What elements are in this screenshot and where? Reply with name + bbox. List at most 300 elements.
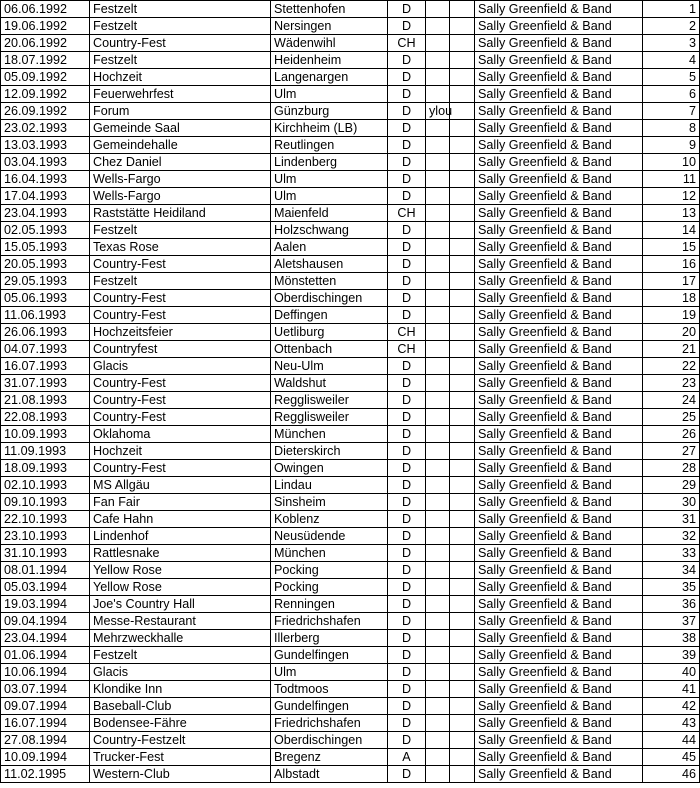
date-cell: 10.06.1994 <box>1 664 90 681</box>
note-cell <box>426 715 450 732</box>
number-cell: 16 <box>643 256 700 273</box>
note-cell <box>426 1 450 18</box>
band-cell: Sally Greenfield & Band <box>475 681 643 698</box>
country-cell: D <box>388 664 426 681</box>
country-cell: CH <box>388 35 426 52</box>
venue-cell: Countryfest <box>90 341 271 358</box>
date-cell: 22.08.1993 <box>1 409 90 426</box>
band-cell: Sally Greenfield & Band <box>475 86 643 103</box>
table-row <box>1 426 700 443</box>
date-cell: 06.06.1992 <box>1 1 90 18</box>
venue-cell: Country-Fest <box>90 290 271 307</box>
city-cell: Pocking <box>271 579 388 596</box>
table-row <box>1 698 700 715</box>
venue-cell: Messe-Restaurant <box>90 613 271 630</box>
venue-cell: Yellow Rose <box>90 562 271 579</box>
note-cell <box>426 443 450 460</box>
note-cell <box>426 137 450 154</box>
number-cell: 4 <box>643 52 700 69</box>
venue-cell: Country-Fest <box>90 409 271 426</box>
country-cell: D <box>388 596 426 613</box>
note-cell <box>426 324 450 341</box>
band-cell: Sally Greenfield & Band <box>475 409 643 426</box>
city-cell: Bregenz <box>271 749 388 766</box>
table-row <box>1 52 700 69</box>
date-cell: 31.07.1993 <box>1 375 90 392</box>
venue-cell: Cafe Hahn <box>90 511 271 528</box>
band-cell: Sally Greenfield & Band <box>475 528 643 545</box>
band-cell: Sally Greenfield & Band <box>475 511 643 528</box>
venue-cell: Oklahoma <box>90 426 271 443</box>
band-cell: Sally Greenfield & Band <box>475 579 643 596</box>
band-cell: Sally Greenfield & Band <box>475 766 643 783</box>
date-cell: 23.10.1993 <box>1 528 90 545</box>
table-row <box>1 409 700 426</box>
city-cell: Ottenbach <box>271 341 388 358</box>
band-cell: Sally Greenfield & Band <box>475 630 643 647</box>
venue-cell: Hochzeit <box>90 69 271 86</box>
number-cell: 13 <box>643 205 700 222</box>
note-cell <box>426 375 450 392</box>
city-cell: Stettenhofen <box>271 1 388 18</box>
venue-cell: Texas Rose <box>90 239 271 256</box>
date-cell: 18.09.1993 <box>1 460 90 477</box>
table-row <box>1 239 700 256</box>
number-cell: 45 <box>643 749 700 766</box>
note-cell <box>426 120 450 137</box>
city-cell: Gundelfingen <box>271 698 388 715</box>
city-cell: Nersingen <box>271 18 388 35</box>
date-cell: 03.04.1993 <box>1 154 90 171</box>
empty-cell <box>450 1 475 18</box>
city-cell: Regglisweiler <box>271 392 388 409</box>
date-cell: 26.06.1993 <box>1 324 90 341</box>
venue-cell: Baseball-Club <box>90 698 271 715</box>
band-cell: Sally Greenfield & Band <box>475 18 643 35</box>
table-row <box>1 375 700 392</box>
band-cell: Sally Greenfield & Band <box>475 443 643 460</box>
country-cell: D <box>388 188 426 205</box>
note-cell <box>426 307 450 324</box>
country-cell: D <box>388 647 426 664</box>
empty-cell <box>450 528 475 545</box>
table-row <box>1 18 700 35</box>
table-row <box>1 460 700 477</box>
band-cell: Sally Greenfield & Band <box>475 52 643 69</box>
empty-cell <box>450 52 475 69</box>
country-cell: D <box>388 52 426 69</box>
table-row <box>1 664 700 681</box>
table-row <box>1 579 700 596</box>
band-cell: Sally Greenfield & Band <box>475 562 643 579</box>
empty-cell <box>450 222 475 239</box>
table-row <box>1 494 700 511</box>
city-cell: Renningen <box>271 596 388 613</box>
venue-cell: Country-Fest <box>90 307 271 324</box>
empty-cell <box>450 630 475 647</box>
number-cell: 36 <box>643 596 700 613</box>
table-row <box>1 749 700 766</box>
country-cell: D <box>388 171 426 188</box>
date-cell: 16.04.1993 <box>1 171 90 188</box>
note-cell <box>426 562 450 579</box>
table-row <box>1 120 700 137</box>
note-cell <box>426 630 450 647</box>
table-row <box>1 69 700 86</box>
venue-cell: Forum <box>90 103 271 120</box>
city-cell: München <box>271 426 388 443</box>
empty-cell <box>450 205 475 222</box>
city-cell: Oberdischingen <box>271 290 388 307</box>
band-cell: Sally Greenfield & Band <box>475 222 643 239</box>
country-cell: D <box>388 477 426 494</box>
band-cell: Sally Greenfield & Band <box>475 664 643 681</box>
table-row <box>1 528 700 545</box>
date-cell: 18.07.1992 <box>1 52 90 69</box>
city-cell: Kirchheim (LB) <box>271 120 388 137</box>
note-cell <box>426 52 450 69</box>
country-cell: D <box>388 256 426 273</box>
table-row <box>1 630 700 647</box>
note-cell <box>426 732 450 749</box>
number-cell: 32 <box>643 528 700 545</box>
date-cell: 11.06.1993 <box>1 307 90 324</box>
empty-cell <box>450 681 475 698</box>
table-row <box>1 511 700 528</box>
city-cell: Pocking <box>271 562 388 579</box>
empty-cell <box>450 18 475 35</box>
venue-cell: Lindenhof <box>90 528 271 545</box>
date-cell: 05.09.1992 <box>1 69 90 86</box>
band-cell: Sally Greenfield & Band <box>475 341 643 358</box>
note-cell <box>426 749 450 766</box>
date-cell: 26.09.1992 <box>1 103 90 120</box>
city-cell: Friedrichshafen <box>271 715 388 732</box>
number-cell: 7 <box>643 103 700 120</box>
number-cell: 2 <box>643 18 700 35</box>
empty-cell <box>450 120 475 137</box>
empty-cell <box>450 35 475 52</box>
table-row <box>1 154 700 171</box>
note-cell <box>426 188 450 205</box>
country-cell: A <box>388 749 426 766</box>
band-cell: Sally Greenfield & Band <box>475 273 643 290</box>
band-cell: Sally Greenfield & Band <box>475 749 643 766</box>
date-cell: 08.01.1994 <box>1 562 90 579</box>
country-cell: CH <box>388 324 426 341</box>
country-cell: D <box>388 715 426 732</box>
empty-cell <box>450 324 475 341</box>
number-cell: 41 <box>643 681 700 698</box>
note-cell <box>426 171 450 188</box>
country-cell: D <box>388 69 426 86</box>
note-cell <box>426 222 450 239</box>
venue-cell: Festzelt <box>90 273 271 290</box>
city-cell: Todtmoos <box>271 681 388 698</box>
city-cell: Ulm <box>271 171 388 188</box>
country-cell: D <box>388 409 426 426</box>
venue-cell: Feuerwehrfest <box>90 86 271 103</box>
venue-cell: Festzelt <box>90 18 271 35</box>
country-cell: D <box>388 732 426 749</box>
country-cell: D <box>388 358 426 375</box>
country-cell: D <box>388 443 426 460</box>
venue-cell: Rattlesnake <box>90 545 271 562</box>
date-cell: 04.07.1993 <box>1 341 90 358</box>
venue-cell: Raststätte Heidiland <box>90 205 271 222</box>
date-cell: 03.07.1994 <box>1 681 90 698</box>
venue-cell: Glacis <box>90 664 271 681</box>
band-cell: Sally Greenfield & Band <box>475 154 643 171</box>
country-cell: CH <box>388 341 426 358</box>
note-cell <box>426 426 450 443</box>
venue-cell: Hochzeit <box>90 443 271 460</box>
empty-cell <box>450 103 475 120</box>
empty-cell <box>450 239 475 256</box>
band-cell: Sally Greenfield & Band <box>475 613 643 630</box>
venue-cell: Festzelt <box>90 647 271 664</box>
band-cell: Sally Greenfield & Band <box>475 239 643 256</box>
date-cell: 20.05.1993 <box>1 256 90 273</box>
note-cell <box>426 477 450 494</box>
country-cell: D <box>388 273 426 290</box>
date-cell: 10.09.1993 <box>1 426 90 443</box>
note-cell <box>426 460 450 477</box>
empty-cell <box>450 562 475 579</box>
city-cell: Gundelfingen <box>271 647 388 664</box>
date-cell: 23.02.1993 <box>1 120 90 137</box>
number-cell: 8 <box>643 120 700 137</box>
date-cell: 12.09.1992 <box>1 86 90 103</box>
date-cell: 19.03.1994 <box>1 596 90 613</box>
band-cell: Sally Greenfield & Band <box>475 290 643 307</box>
number-cell: 40 <box>643 664 700 681</box>
note-cell <box>426 86 450 103</box>
note-cell <box>426 35 450 52</box>
band-cell: Sally Greenfield & Band <box>475 358 643 375</box>
note-cell <box>426 18 450 35</box>
band-cell: Sally Greenfield & Band <box>475 120 643 137</box>
number-cell: 29 <box>643 477 700 494</box>
number-cell: 26 <box>643 426 700 443</box>
table-row <box>1 392 700 409</box>
city-cell: Ulm <box>271 664 388 681</box>
country-cell: D <box>388 766 426 783</box>
band-cell: Sally Greenfield & Band <box>475 698 643 715</box>
band-cell: Sally Greenfield & Band <box>475 205 643 222</box>
country-cell: D <box>388 1 426 18</box>
empty-cell <box>450 732 475 749</box>
number-cell: 35 <box>643 579 700 596</box>
city-cell: Dieterskirch <box>271 443 388 460</box>
table-row <box>1 256 700 273</box>
date-cell: 23.04.1993 <box>1 205 90 222</box>
table-row <box>1 766 700 783</box>
table-row <box>1 35 700 52</box>
empty-cell <box>450 647 475 664</box>
number-cell: 42 <box>643 698 700 715</box>
city-cell: Regglisweiler <box>271 409 388 426</box>
city-cell: Langenargen <box>271 69 388 86</box>
number-cell: 18 <box>643 290 700 307</box>
city-cell: Sinsheim <box>271 494 388 511</box>
band-cell: Sally Greenfield & Band <box>475 596 643 613</box>
table-row <box>1 681 700 698</box>
venue-cell: Bodensee-Fähre <box>90 715 271 732</box>
city-cell: Heidenheim <box>271 52 388 69</box>
country-cell: D <box>388 528 426 545</box>
note-cell <box>426 392 450 409</box>
band-cell: Sally Greenfield & Band <box>475 69 643 86</box>
date-cell: 10.09.1994 <box>1 749 90 766</box>
venue-cell: Country-Fest <box>90 375 271 392</box>
country-cell: D <box>388 120 426 137</box>
empty-cell <box>450 273 475 290</box>
table-row <box>1 358 700 375</box>
date-cell: 05.06.1993 <box>1 290 90 307</box>
empty-cell <box>450 375 475 392</box>
country-cell: D <box>388 562 426 579</box>
city-cell: Neusüdende <box>271 528 388 545</box>
band-cell: Sally Greenfield & Band <box>475 715 643 732</box>
empty-cell <box>450 137 475 154</box>
country-cell: D <box>388 375 426 392</box>
empty-cell <box>450 477 475 494</box>
note-cell <box>426 494 450 511</box>
country-cell: D <box>388 579 426 596</box>
number-cell: 30 <box>643 494 700 511</box>
country-cell: D <box>388 86 426 103</box>
number-cell: 46 <box>643 766 700 783</box>
number-cell: 22 <box>643 358 700 375</box>
number-cell: 1 <box>643 1 700 18</box>
venue-cell: Country-Festzelt <box>90 732 271 749</box>
country-cell: D <box>388 222 426 239</box>
empty-cell <box>450 511 475 528</box>
number-cell: 33 <box>643 545 700 562</box>
empty-cell <box>450 358 475 375</box>
number-cell: 44 <box>643 732 700 749</box>
city-cell: Illerberg <box>271 630 388 647</box>
table-row <box>1 171 700 188</box>
country-cell: D <box>388 154 426 171</box>
note-cell <box>426 766 450 783</box>
table-row <box>1 1 700 18</box>
table-row <box>1 222 700 239</box>
band-cell: Sally Greenfield & Band <box>475 494 643 511</box>
city-cell: Holzschwang <box>271 222 388 239</box>
note-cell <box>426 69 450 86</box>
city-cell: Wädenwihl <box>271 35 388 52</box>
city-cell: Deffingen <box>271 307 388 324</box>
empty-cell <box>450 154 475 171</box>
note-cell <box>426 273 450 290</box>
venue-cell: Country-Fest <box>90 256 271 273</box>
country-cell: D <box>388 460 426 477</box>
empty-cell <box>450 698 475 715</box>
number-cell: 6 <box>643 86 700 103</box>
note-cell <box>426 545 450 562</box>
city-cell: Uetliburg <box>271 324 388 341</box>
date-cell: 20.06.1992 <box>1 35 90 52</box>
number-cell: 19 <box>643 307 700 324</box>
city-cell: Günzburg <box>271 103 388 120</box>
venue-cell: Gemeindehalle <box>90 137 271 154</box>
empty-cell <box>450 409 475 426</box>
country-cell: D <box>388 239 426 256</box>
table-row <box>1 307 700 324</box>
city-cell: Aalen <box>271 239 388 256</box>
band-cell: Sally Greenfield & Band <box>475 732 643 749</box>
number-cell: 24 <box>643 392 700 409</box>
city-cell: Ulm <box>271 86 388 103</box>
note-cell <box>426 647 450 664</box>
table-row <box>1 86 700 103</box>
date-cell: 13.03.1993 <box>1 137 90 154</box>
band-cell: Sally Greenfield & Band <box>475 426 643 443</box>
date-cell: 09.07.1994 <box>1 698 90 715</box>
city-cell: Maienfeld <box>271 205 388 222</box>
date-cell: 11.09.1993 <box>1 443 90 460</box>
band-cell: Sally Greenfield & Band <box>475 103 643 120</box>
table-row <box>1 477 700 494</box>
empty-cell <box>450 341 475 358</box>
country-cell: D <box>388 494 426 511</box>
country-cell: CH <box>388 205 426 222</box>
date-cell: 17.04.1993 <box>1 188 90 205</box>
date-cell: 11.02.1995 <box>1 766 90 783</box>
country-cell: D <box>388 290 426 307</box>
number-cell: 37 <box>643 613 700 630</box>
band-cell: Sally Greenfield & Band <box>475 392 643 409</box>
empty-cell <box>450 460 475 477</box>
country-cell: D <box>388 613 426 630</box>
table-row <box>1 715 700 732</box>
number-cell: 34 <box>643 562 700 579</box>
empty-cell <box>450 290 475 307</box>
venue-cell: Country-Fest <box>90 460 271 477</box>
city-cell: Lindau <box>271 477 388 494</box>
city-cell: Lindenberg <box>271 154 388 171</box>
band-cell: Sally Greenfield & Band <box>475 647 643 664</box>
country-cell: D <box>388 698 426 715</box>
empty-cell <box>450 69 475 86</box>
empty-cell <box>450 256 475 273</box>
date-cell: 01.06.1994 <box>1 647 90 664</box>
band-cell: Sally Greenfield & Band <box>475 256 643 273</box>
empty-cell <box>450 613 475 630</box>
table-row <box>1 443 700 460</box>
date-cell: 02.05.1993 <box>1 222 90 239</box>
number-cell: 17 <box>643 273 700 290</box>
venue-cell: Yellow Rose <box>90 579 271 596</box>
date-cell: 23.04.1994 <box>1 630 90 647</box>
empty-cell <box>450 664 475 681</box>
number-cell: 27 <box>643 443 700 460</box>
note-cell <box>426 613 450 630</box>
number-cell: 15 <box>643 239 700 256</box>
date-cell: 16.07.1994 <box>1 715 90 732</box>
band-cell: Sally Greenfield & Band <box>475 1 643 18</box>
venue-cell: Festzelt <box>90 222 271 239</box>
venue-cell: Western-Club <box>90 766 271 783</box>
country-cell: D <box>388 137 426 154</box>
band-cell: Sally Greenfield & Band <box>475 460 643 477</box>
date-cell: 21.08.1993 <box>1 392 90 409</box>
empty-cell <box>450 494 475 511</box>
country-cell: D <box>388 392 426 409</box>
empty-cell <box>450 307 475 324</box>
